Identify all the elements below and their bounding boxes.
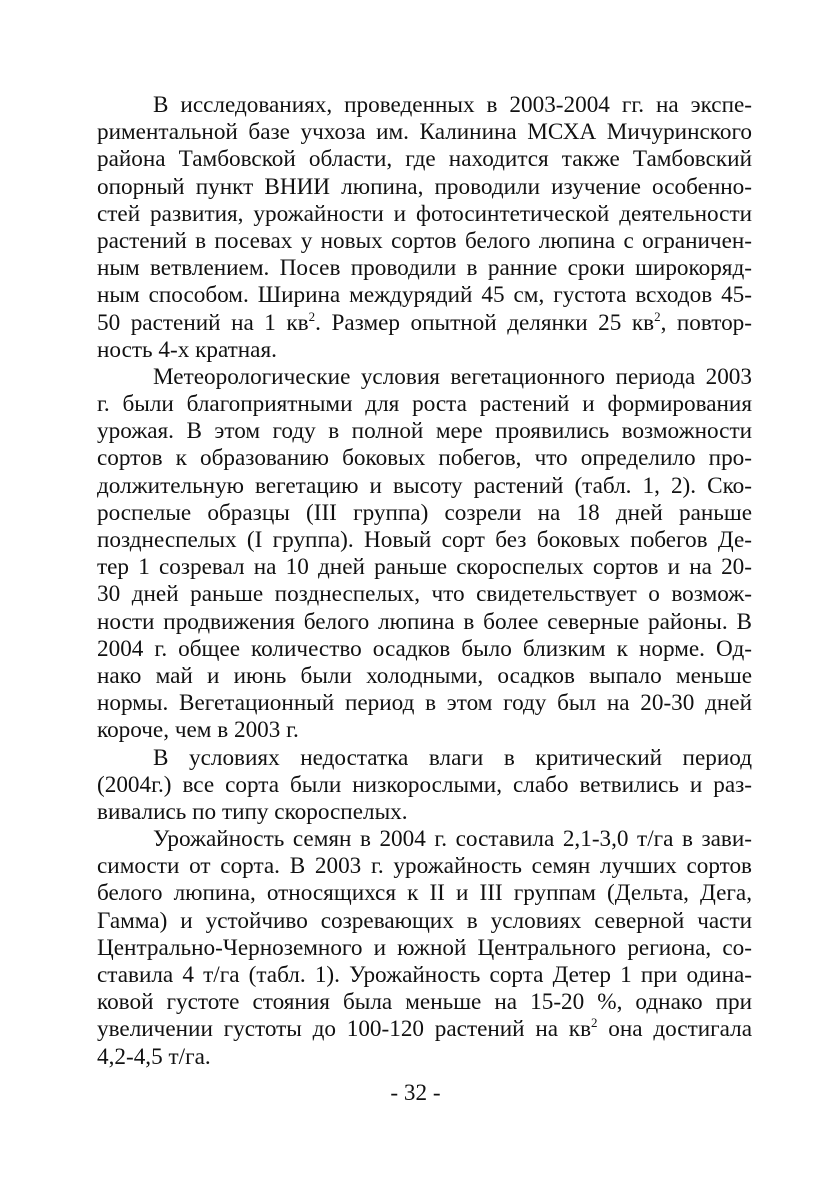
text-line-with-superscript: [97, 1016, 752, 1043]
text-line: короче, чем в 2003 г.: [97, 717, 299, 744]
paragraph-3: [97, 745, 752, 827]
text-line: 4,2-4,5 т/га.: [97, 1043, 211, 1070]
body-text: [97, 92, 752, 1071]
text-line: должительную вегетацию и высоту растений (табл. 1, 2). Ско-: [97, 472, 752, 499]
text-fragment: увеличении густоты до 100-120 растений на кв: [97, 1016, 592, 1043]
text-line: белого люпина, относящихся к II и III группам (Дельта, Дега,: [97, 880, 752, 907]
text-line: позднеспелых (I группа). Новый сорт без боковых побегов Де-: [97, 527, 752, 553]
paragraph-2: [97, 364, 752, 745]
paragraph-1: [97, 92, 752, 364]
text-line: вивались по типу скороспелых.: [97, 798, 408, 825]
text-fragment: 50 растений на 1 кв: [97, 309, 309, 336]
text-line: Центрально-Черноземного и южной Центрального региона, со-: [97, 934, 752, 961]
superscript: 2: [308, 308, 316, 324]
text-line: 2004 г. общее количество осадков было близким к норме. Од-: [97, 635, 752, 662]
text-line: Урожайность семян в 2004 г. составила 2,1-3,0 т/га в зави-: [153, 826, 752, 853]
text-line: 30 дней раньше позднеспелых, что свидетельствует о возмож-: [97, 581, 752, 608]
text-line: ности продвижения белого люпина в более северные районы. В: [97, 608, 752, 635]
text-line: стей развития, урожайности и фотосинтетической деятельности: [97, 200, 752, 227]
text-line: роспелые образцы (III группа) созрели на 18 дней раньше: [97, 499, 752, 526]
text-line: В условиях недостатка влаги в критический период: [153, 744, 752, 771]
text-line: симости от сорта. В 2003 г. урожайность семян лучших сортов: [97, 853, 752, 880]
text-line: ным ветвлением. Посев проводили в ранние сроки широкоряд-: [97, 255, 752, 282]
text-line-with-superscript: [97, 310, 752, 337]
text-line: г. были благоприятными для роста растений и формирования: [97, 391, 752, 418]
text-fragment: она достигала: [597, 1016, 752, 1043]
text-line: опорный пункт ВНИИ люпина, проводили изучение особенно-: [97, 173, 752, 200]
text-line: района Тамбовской области, где находится также Тамбовский: [97, 146, 752, 173]
text-line: ковой густоте стояния была меньше на 15-20 %, однако при: [97, 989, 752, 1016]
text-line: урожая. В этом году в полной мере проявились возможности: [97, 418, 752, 445]
text-line: растений в посевах у новых сортов белого люпина с ограничен-: [97, 227, 752, 254]
paragraph-4: [97, 826, 752, 1071]
text-line: ность 4-х кратная.: [97, 336, 277, 363]
text-line: нако май и июнь были холодными, осадков выпало меньше: [97, 662, 752, 689]
text-line: сортов к образованию боковых побегов, что определило про-: [97, 445, 752, 472]
text-line: Гамма) и устойчиво созревающих в условиях северной части: [97, 907, 752, 934]
text-line: В исследованиях, проведенных в 2003-2004 гг. на экспе-: [153, 92, 752, 118]
text-line: тер 1 созревал на 10 дней раньше скороспелых сортов и на 20-: [97, 554, 752, 581]
text-line: Метеорологические условия вегетационного периода 2003: [153, 363, 752, 390]
text-line: ным способом. Ширина междурядий 45 см, густота всходов 45-: [97, 282, 752, 309]
text-fragment: . Размер опытной делянки 25 кв: [315, 309, 655, 336]
text-line: риментальной базе учхоза им. Калинина МСХА Мичуринского: [97, 119, 752, 146]
text-line: ставила 4 т/га (табл. 1). Урожайность сорта Детер 1 при одина-: [97, 962, 752, 988]
superscript: 2: [591, 1015, 598, 1031]
superscript: 2: [654, 308, 661, 324]
page-number: - 32 -: [390, 1080, 441, 1106]
text-line: нормы. Вегетационный период в этом году был на 20-30 дней: [97, 690, 752, 717]
text-line: (2004г.) все сорта были низкорослыми, слабо ветвились и раз-: [97, 771, 752, 798]
text-fragment: , повтор-: [660, 309, 752, 336]
